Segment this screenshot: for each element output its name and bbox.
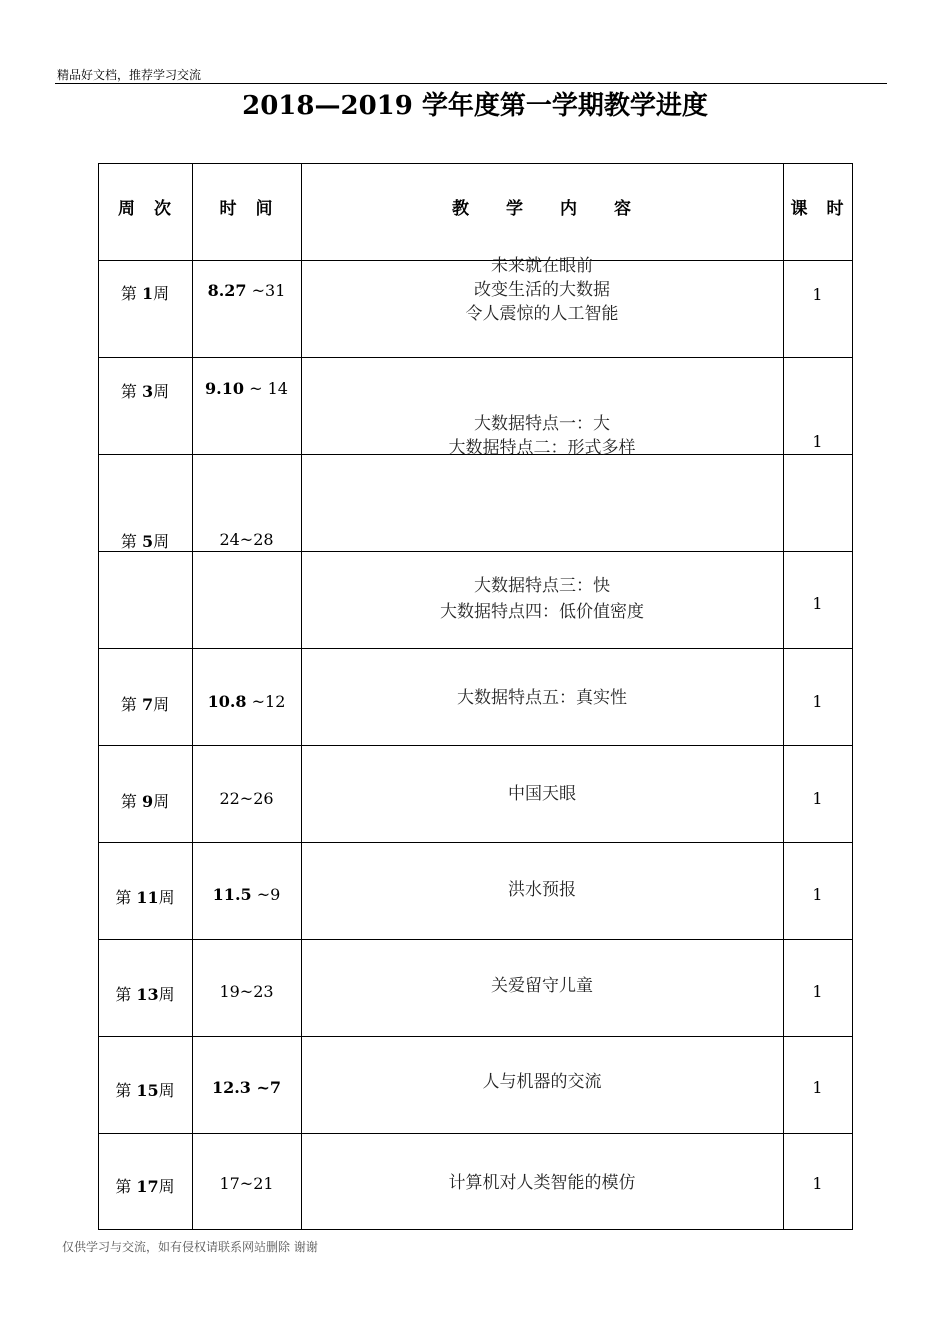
- table-rule: [98, 551, 853, 552]
- hours-cell: 1: [812, 982, 823, 1001]
- time-cell: 10.8 ~12: [207, 692, 286, 711]
- week-cell: 第 1周: [120, 284, 170, 303]
- week-cell: 第 17周: [115, 1177, 175, 1196]
- table-rule: [98, 357, 853, 358]
- content-cell: 大数据特点一：大 大数据特点二：形式多样: [448, 414, 636, 458]
- table-rule: [98, 1133, 853, 1134]
- table-rule: [98, 648, 853, 649]
- week-cell: 第 7周: [120, 695, 170, 714]
- table-rule: [852, 163, 853, 1230]
- content-cell: 大数据特点三：快 大数据特点四：低价值密度: [440, 576, 644, 622]
- header-note: 精品好文档，推荐学习交流: [57, 68, 202, 82]
- hours-cell: 1: [812, 789, 823, 808]
- table-rule: [98, 1036, 853, 1037]
- content-cell: 大数据特点五：真实性: [457, 688, 627, 708]
- hours-cell: 1: [812, 1078, 823, 1097]
- footer-note: 仅供学习与交流，如有侵权请联系网站删除 谢谢: [62, 1240, 318, 1254]
- table-rule: [98, 745, 853, 746]
- week-cell: 第 5周: [120, 532, 170, 551]
- time-cell: 19~23: [219, 982, 274, 1001]
- hours-cell: 1: [812, 885, 823, 904]
- page-title: 2018—2019 学年度第一学期教学进度: [242, 91, 708, 121]
- table-rule: [98, 163, 853, 164]
- content-cell: 关爱留守儿童: [491, 976, 593, 996]
- table-rule: [98, 1229, 853, 1230]
- content-cell: 中国天眼: [508, 784, 576, 804]
- time-cell: 8.27 ~31: [207, 281, 286, 300]
- table-rule: [98, 939, 853, 940]
- week-cell: 第 11周: [115, 888, 175, 907]
- content-cell: 计算机对人类智能的模仿: [448, 1173, 636, 1193]
- header-time: 时 间: [219, 199, 274, 219]
- content-cell: 未来就在眼前 改变生活的大数据 令人震惊的人工智能: [465, 256, 619, 324]
- header-week: 周 次: [118, 199, 172, 219]
- hours-cell: 1: [812, 1174, 823, 1193]
- hours-cell: 1: [812, 594, 823, 613]
- header-divider: [55, 83, 887, 84]
- time-cell: 17~21: [219, 1174, 274, 1193]
- week-cell: 第 3周: [120, 382, 170, 401]
- week-cell: 第 15周: [115, 1081, 175, 1100]
- time-cell: 22~26: [219, 789, 274, 808]
- table-rule: [98, 842, 853, 843]
- time-cell: 24~28: [219, 530, 274, 549]
- content-cell: 洪水预报: [508, 880, 576, 900]
- time-cell: 11.5 ~9: [212, 885, 281, 904]
- time-cell: 12.3 ~7: [211, 1078, 282, 1097]
- time-cell: 9.10 ~ 14: [205, 379, 288, 398]
- week-cell: 第 13周: [115, 985, 175, 1004]
- hours-cell: 1: [812, 432, 823, 451]
- header-hours: 课 时: [790, 199, 845, 219]
- week-cell: 第 9周: [120, 792, 170, 811]
- hours-cell: 1: [812, 692, 823, 711]
- hours-cell: 1: [812, 285, 823, 304]
- header-content: 教 学 内 容: [452, 199, 632, 219]
- content-cell: 人与机器的交流: [482, 1072, 602, 1092]
